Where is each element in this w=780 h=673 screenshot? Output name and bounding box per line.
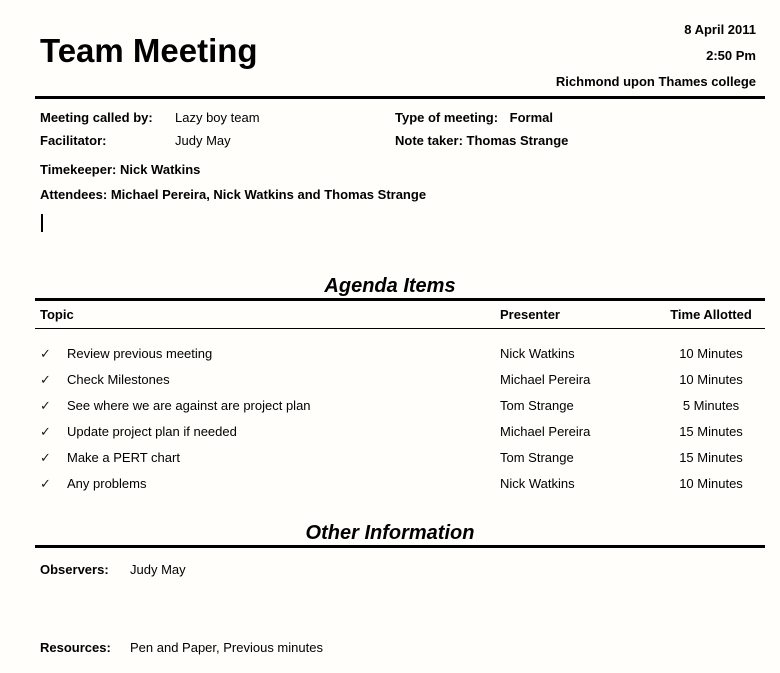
attendees-line bbox=[0, 188, 780, 202]
agenda-time-allotted[interactable]: 10 Minutes bbox=[679, 476, 743, 491]
agenda-topic[interactable]: Check Milestones bbox=[67, 372, 170, 387]
checkmark-icon: ✓ bbox=[40, 346, 51, 361]
agenda-time-allotted[interactable]: 15 Minutes bbox=[679, 424, 743, 439]
agenda-presenter[interactable]: Tom Strange bbox=[500, 450, 574, 465]
agenda-topic[interactable]: See where we are against are project plan bbox=[67, 398, 311, 413]
text-cursor bbox=[41, 214, 43, 232]
checkmark-icon: ✓ bbox=[40, 476, 51, 491]
observers-value[interactable]: Judy May bbox=[130, 562, 186, 577]
agenda-topic[interactable]: Make a PERT chart bbox=[67, 450, 180, 465]
agenda-row[interactable] bbox=[40, 367, 767, 393]
timekeeper-value[interactable]: Nick Watkins bbox=[119, 162, 201, 177]
agenda-row[interactable] bbox=[40, 471, 767, 497]
observers-label: Observers: bbox=[40, 562, 109, 577]
note-taker-label: Note taker: bbox=[395, 133, 463, 148]
page-title: Team Meeting bbox=[40, 32, 258, 69]
timekeeper-line bbox=[0, 163, 780, 177]
resources-label: Resources: bbox=[40, 640, 111, 655]
type-of-meeting-label: Type of meeting: bbox=[395, 110, 499, 125]
agenda-presenter[interactable]: Tom Strange bbox=[500, 398, 574, 413]
agenda-table-header bbox=[0, 301, 780, 328]
resources-value[interactable]: Pen and Paper, Previous minutes bbox=[130, 640, 323, 655]
called-by-label: Meeting called by: bbox=[40, 110, 153, 125]
agenda-row[interactable] bbox=[40, 419, 767, 445]
agenda-time-allotted[interactable]: 15 Minutes bbox=[679, 450, 743, 465]
header-meta bbox=[556, 17, 756, 95]
checkmark-icon: ✓ bbox=[40, 450, 51, 465]
agenda-time-allotted[interactable]: 10 Minutes bbox=[679, 372, 743, 387]
timekeeper-label: Timekeeper: bbox=[40, 162, 117, 177]
meeting-details bbox=[0, 99, 780, 152]
meeting-time: 2:50 Pm bbox=[706, 48, 756, 63]
agenda-presenter[interactable]: Michael Pereira bbox=[500, 372, 591, 387]
facilitator-label: Facilitator: bbox=[40, 133, 107, 148]
details-row-1 bbox=[40, 106, 765, 129]
meeting-location: Richmond upon Thames college bbox=[555, 74, 756, 89]
document-header bbox=[0, 0, 780, 96]
agenda-topic[interactable]: Update project plan if needed bbox=[67, 424, 237, 439]
type-of-meeting-value[interactable]: Formal bbox=[509, 110, 554, 125]
column-header-topic: Topic bbox=[40, 307, 74, 322]
agenda-time-allotted[interactable]: 5 Minutes bbox=[682, 398, 740, 413]
facilitator-value[interactable]: Judy May bbox=[175, 133, 231, 148]
agenda-rows bbox=[0, 329, 780, 497]
observers-line bbox=[0, 560, 780, 580]
agenda-presenter[interactable]: Nick Watkins bbox=[500, 346, 575, 361]
attendees-value[interactable]: Michael Pereira, Nick Watkins and Thomas Strange bbox=[110, 187, 427, 202]
details-row-2 bbox=[40, 129, 765, 152]
meeting-date: 8 April 2011 bbox=[684, 22, 756, 37]
column-header-time-allotted: Time Allotted bbox=[670, 307, 752, 322]
resources-line bbox=[0, 638, 780, 658]
agenda-section-heading: Agenda Items bbox=[324, 275, 456, 297]
agenda-row[interactable] bbox=[40, 341, 767, 367]
column-header-presenter: Presenter bbox=[500, 307, 560, 322]
other-info-section-heading: Other Information bbox=[305, 522, 475, 544]
agenda-topic[interactable]: Any problems bbox=[67, 476, 147, 491]
checkmark-icon: ✓ bbox=[40, 398, 51, 413]
checkmark-icon: ✓ bbox=[40, 372, 51, 387]
other-info-heading-divider bbox=[35, 545, 765, 548]
checkmark-icon: ✓ bbox=[40, 424, 51, 439]
agenda-row[interactable] bbox=[40, 393, 767, 419]
called-by-value[interactable]: Lazy boy team bbox=[175, 110, 260, 125]
agenda-topic[interactable]: Review previous meeting bbox=[67, 346, 213, 361]
attendees-label: Attendees: bbox=[40, 187, 108, 202]
agenda-presenter[interactable]: Michael Pereira bbox=[500, 424, 591, 439]
agenda-row[interactable] bbox=[40, 445, 767, 471]
agenda-time-allotted[interactable]: 10 Minutes bbox=[679, 346, 743, 361]
note-taker-value[interactable]: Thomas Strange bbox=[466, 133, 569, 148]
agenda-presenter[interactable]: Nick Watkins bbox=[500, 476, 575, 491]
